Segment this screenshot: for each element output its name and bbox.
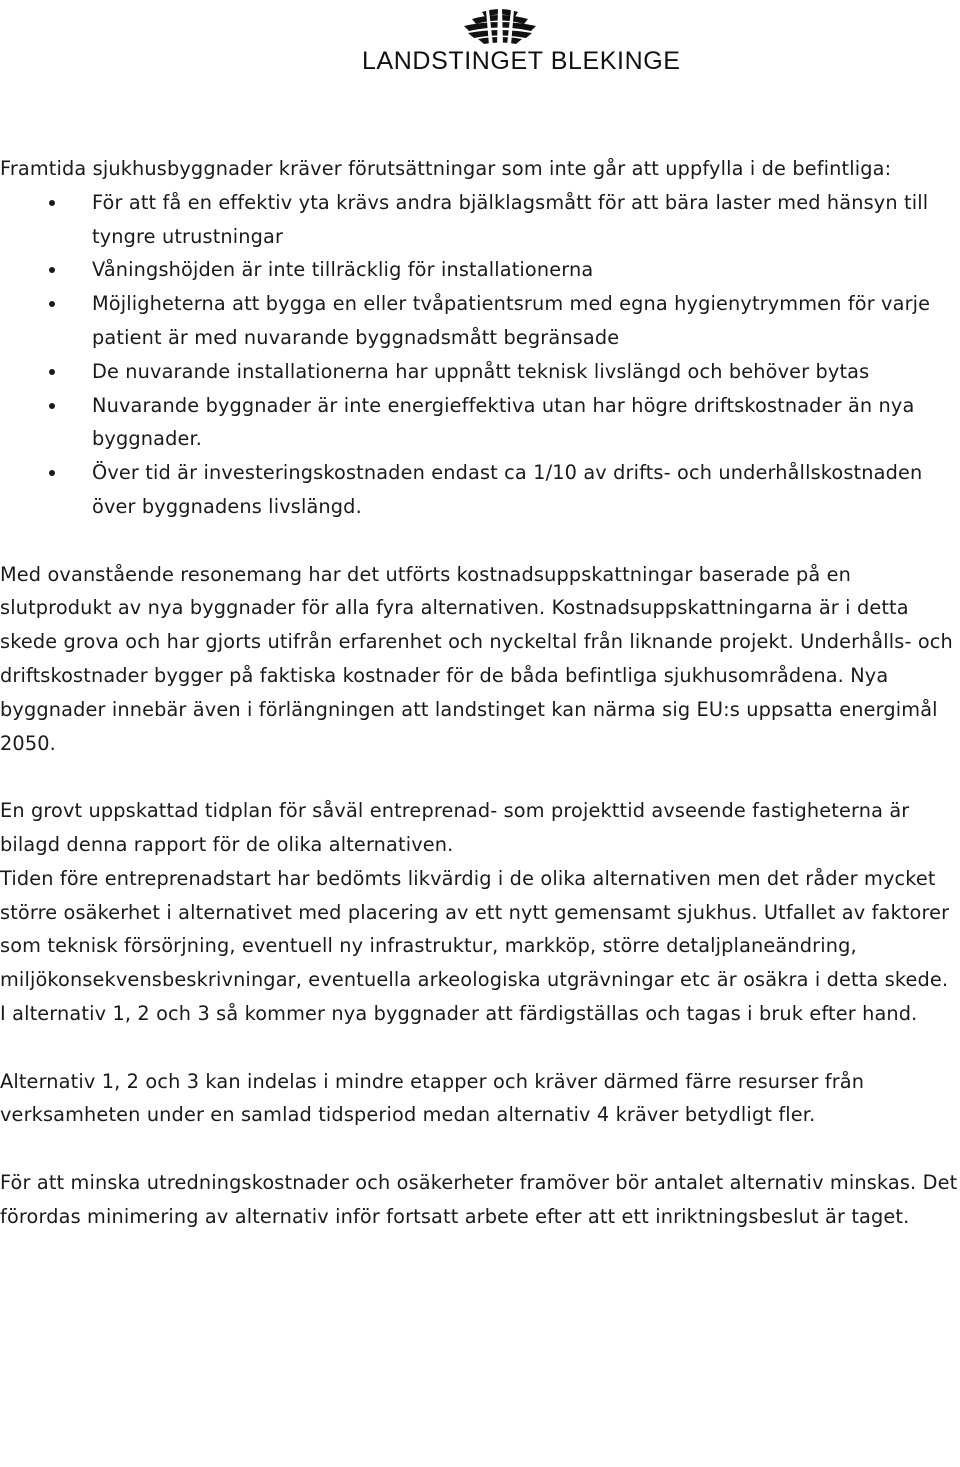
resources-paragraph: Alternativ 1, 2 och 3 kan indelas i mindre etapper och kräver därmed färre resurser från verksamheten under en samlad tidsperiod medan alternativ 4 kräver betydligt fler. [0,1069,865,1127]
document-header [0,0,960,90]
paragraph-spacer [0,1132,960,1166]
list-item-text: Möjligheterna att bygga en eller tvåpatientsrum med egna hygienytrymmen för varje patient är med nuvarande byggnadsmått begränsade [92,292,931,349]
timeline-paragraph: En grovt uppskattad tidplan för såväl entreprenad- som projekttid avseende fastigheterna är bilagd denna rapport för de olika alternativen. [0,799,910,856]
bullet-icon [49,301,55,307]
list-item-text: Över tid är investeringskostnaden endast ca 1/10 av drifts- och underhållskostnaden över byggnadens livslängd. [92,461,923,518]
list-item [0,355,958,389]
intro-paragraph: Framtida sjukhusbyggnader kräver förutsättningar som inte går att uppfylla i de befintliga: [0,157,892,180]
requirements-list [0,186,960,524]
uncertainty-paragraph: Tiden före entreprenadstart har bedömts likvärdig i de olika alternativen men det råder mycket större osäkerhet i alternativet med placering av ett nytt gemensamt sjukhus. Utfallet av faktorer som teknisk försörjning, eventuell ny infrastruktur, markköp, större detaljplaneändring, miljökonsekvensbeskrivningar, eventuella arkeologiska utgrävningar etc är osäkra i detta skede. I alternativ 1, 2 och 3 så kommer nya byggnader att färdigställas och tagas i bruk efter hand. [0,866,950,1025]
list-item-text: Våningshöjden är inte tillräcklig för installationerna [92,258,594,282]
list-item [0,287,958,355]
conclusion-paragraph: För att minska utredningskostnader och osäkerheter framöver bör antalet alternativ minskas. Det förordas minimering av alternativ inför fortsatt arbete efter att ett inriktningsbeslut är taget. [0,1170,958,1228]
logo-text: LANDSTINGET BLEKINGE [362,47,681,75]
document-body [0,152,960,1234]
cost-estimate-paragraph: Med ovanstående resonemang har det utförts kostnadsuppskattningar baserade på en slutprodukt av nya byggnader för alla fyra alternativen. Kostnadsuppskattningarna är i detta skede grova och har gjorts utifrån erfarenhet och nyckeltal från liknande projekt. Underhålls- och driftskostnader bygger på faktiska kostnader för de båda befintliga sjukhusområdena. Nya byggnader innebär även i förlängningen att landstinget kan närma sig EU:s uppsatta energimål 2050. [0,562,953,755]
paragraph-spacer [0,760,960,794]
list-item [0,186,958,254]
list-item-text: För att få en effektiv yta krävs andra bjälklagsmått för att bära laster med hänsyn till tyngre utrustningar [92,190,929,248]
bullet-icon [49,470,55,476]
paragraph-spacer [0,1031,960,1065]
list-item-text: De nuvarande installationerna har uppnått teknisk livslängd och behöver bytas [92,359,870,383]
landstinget-blekinge-logo-icon [460,8,540,46]
list-item [0,389,958,457]
list-item-text: Nuvarande byggnader är inte energieffektiva utan har högre driftskostnader än nya byggnader. [92,393,915,451]
list-item [0,253,958,287]
bullet-icon [49,369,55,375]
list-item [0,456,958,524]
bullet-icon [49,403,55,409]
paragraph-spacer [0,524,960,558]
bullet-icon [49,267,55,273]
bullet-icon [49,200,55,206]
